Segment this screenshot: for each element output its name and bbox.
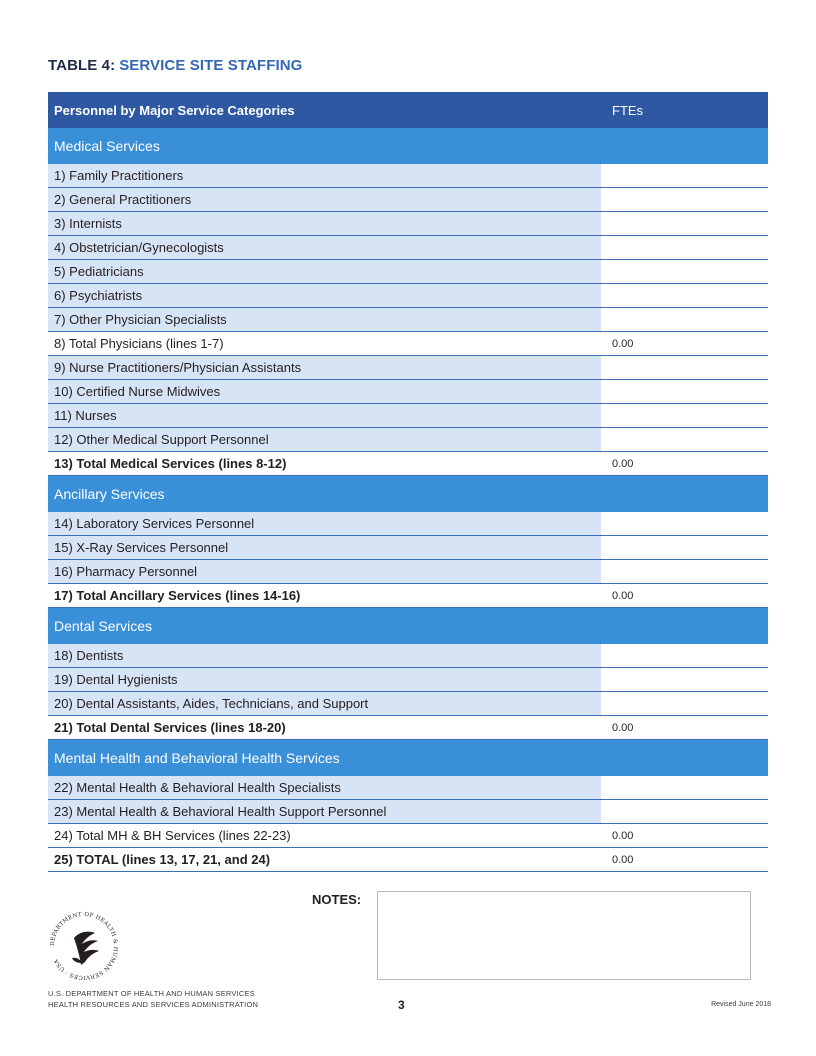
fte-value-cell[interactable] [601, 692, 768, 716]
table-row [48, 584, 768, 608]
row-label: 3) Internists [48, 212, 601, 236]
section-header: Medical Services [48, 128, 768, 164]
table-header [48, 92, 768, 128]
fte-value-cell[interactable]: 0.00 [601, 584, 768, 608]
table-row [48, 308, 768, 332]
fte-value-cell[interactable] [601, 536, 768, 560]
fte-value-cell[interactable]: 0.00 [601, 824, 768, 848]
row-label: 1) Family Practitioners [48, 164, 601, 188]
section-header: Dental Services [48, 608, 768, 644]
row-label: 5) Pediatricians [48, 260, 601, 284]
fte-value-cell[interactable] [601, 308, 768, 332]
row-label: 21) Total Dental Services (lines 18-20) [48, 716, 601, 740]
fte-value-cell[interactable] [601, 776, 768, 800]
table-body [48, 128, 768, 872]
fte-value-cell[interactable] [601, 260, 768, 284]
ftes-column-header: FTEs [612, 102, 644, 118]
row-label: 25) TOTAL (lines 13, 17, 21, and 24) [48, 848, 601, 872]
table-row [48, 668, 768, 692]
section-header: Mental Health and Behavioral Health Services [48, 740, 768, 776]
row-label: 4) Obstetrician/Gynecologists [48, 236, 601, 260]
fte-value-cell[interactable] [601, 404, 768, 428]
table-row [48, 848, 768, 872]
fte-value-cell[interactable] [601, 800, 768, 824]
row-label: 22) Mental Health & Behavioral Health Specialists [48, 776, 601, 800]
category-column-header: Personnel by Major Service Categories [54, 102, 295, 118]
table-row [48, 188, 768, 212]
table-row [48, 692, 768, 716]
table-row [48, 164, 768, 188]
footer-agency-text [48, 988, 258, 1010]
table-row [48, 644, 768, 668]
eagle-profile-icon [72, 932, 99, 965]
fte-value-cell[interactable] [601, 212, 768, 236]
hhs-seal-icon [46, 908, 122, 984]
section-header: Ancillary Services [48, 476, 768, 512]
table-row [48, 800, 768, 824]
table-row [48, 332, 768, 356]
table-row [48, 404, 768, 428]
table-row [48, 560, 768, 584]
revision-date: Revised June 2018 [711, 1001, 771, 1008]
fte-value-cell[interactable] [601, 356, 768, 380]
fte-value-cell[interactable] [601, 668, 768, 692]
row-label: 20) Dental Assistants, Aides, Technicians, and Support [48, 692, 601, 716]
row-label: 7) Other Physician Specialists [48, 308, 601, 332]
row-label: 13) Total Medical Services (lines 8-12) [48, 452, 601, 476]
department-name: U.S. DEPARTMENT OF HEALTH AND HUMAN SERVICES [48, 989, 255, 998]
table-number: TABLE 4: [48, 57, 116, 74]
row-label: 18) Dentists [48, 644, 601, 668]
row-label: 19) Dental Hygienists [48, 668, 601, 692]
row-label: 12) Other Medical Support Personnel [48, 428, 601, 452]
fte-value-cell[interactable] [601, 188, 768, 212]
table-row [48, 452, 768, 476]
fte-value-cell[interactable]: 0.00 [601, 848, 768, 872]
table-name: SERVICE SITE STAFFING [119, 57, 303, 74]
page-number: 3 [398, 998, 405, 1012]
table-row [48, 536, 768, 560]
table-row [48, 776, 768, 800]
notes-field[interactable] [377, 891, 751, 980]
fte-value-cell[interactable] [601, 236, 768, 260]
notes-label: NOTES: [312, 892, 362, 907]
table-row [48, 824, 768, 848]
fte-value-cell[interactable] [601, 284, 768, 308]
table-row [48, 512, 768, 536]
fte-value-cell[interactable] [601, 380, 768, 404]
table-row [48, 284, 768, 308]
table-row [48, 428, 768, 452]
fte-value-cell[interactable]: 0.00 [601, 452, 768, 476]
agency-name: HEALTH RESOURCES AND SERVICES ADMINISTRATION [48, 1000, 259, 1009]
row-label: 6) Psychiatrists [48, 284, 601, 308]
row-label: 11) Nurses [48, 404, 601, 428]
table-row [48, 260, 768, 284]
fte-value-cell[interactable] [601, 428, 768, 452]
table-row [48, 356, 768, 380]
table-row [48, 236, 768, 260]
page-title [48, 57, 302, 74]
table-row [48, 716, 768, 740]
table-row [48, 380, 768, 404]
fte-value-cell[interactable]: 0.00 [601, 332, 768, 356]
row-label: 16) Pharmacy Personnel [48, 560, 601, 584]
row-label: 8) Total Physicians (lines 1-7) [48, 332, 601, 356]
row-label: 24) Total MH & BH Services (lines 22-23) [48, 824, 601, 848]
fte-value-cell[interactable] [601, 644, 768, 668]
row-label: 23) Mental Health & Behavioral Health Support Personnel [48, 800, 601, 824]
fte-value-cell[interactable]: 0.00 [601, 716, 768, 740]
row-label: 14) Laboratory Services Personnel [48, 512, 601, 536]
fte-value-cell[interactable] [601, 164, 768, 188]
row-label: 2) General Practitioners [48, 188, 601, 212]
row-label: 10) Certified Nurse Midwives [48, 380, 601, 404]
row-label: 17) Total Ancillary Services (lines 14-16) [48, 584, 601, 608]
seal-text: DEPARTMENT OF HEALTH & HUMAN SERVICES · USA [49, 911, 119, 981]
fte-value-cell[interactable] [601, 560, 768, 584]
row-label: 15) X-Ray Services Personnel [48, 536, 601, 560]
row-label: 9) Nurse Practitioners/Physician Assistants [48, 356, 601, 380]
fte-value-cell[interactable] [601, 512, 768, 536]
staffing-table [48, 92, 768, 872]
table-row [48, 212, 768, 236]
